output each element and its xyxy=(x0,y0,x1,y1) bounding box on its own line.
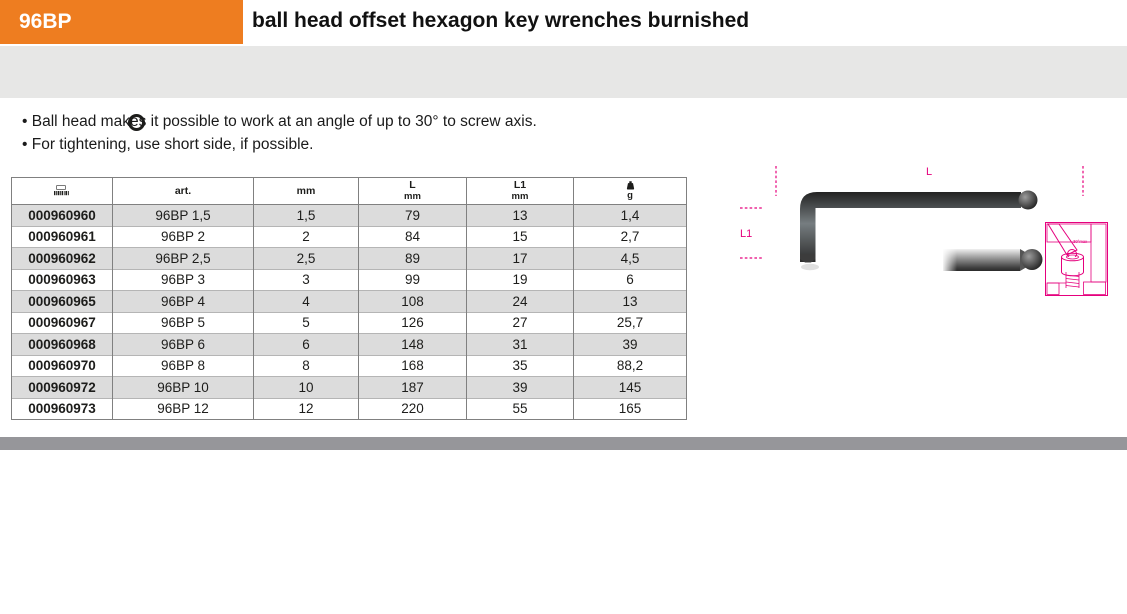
column-header-weight xyxy=(574,178,687,205)
cell-size_mm: 2 xyxy=(254,226,359,248)
inset-screw-thread xyxy=(1066,272,1079,288)
column-header-barcode xyxy=(12,178,113,205)
feature-item: • Ball head makes it possible to work at an angle of up to 30° to screw axis. xyxy=(22,113,537,130)
cell-l1_mm: 17 xyxy=(467,248,574,270)
dimension-l1 xyxy=(740,208,763,258)
cell-code: 000960961 xyxy=(12,226,113,248)
cell-art: 96BP 12 xyxy=(113,398,254,420)
dimension-l-label: L xyxy=(925,166,933,178)
cell-weight_g: 13 xyxy=(574,291,687,313)
angle-note-label: 30°max xyxy=(1073,239,1088,244)
column-header-art xyxy=(113,178,254,205)
cell-l1_mm: 39 xyxy=(467,377,574,399)
column-label: mm xyxy=(296,184,316,197)
angle-application-inset xyxy=(1046,223,1108,296)
table-row xyxy=(12,205,687,227)
cell-l_mm: 126 xyxy=(359,312,467,334)
cell-l1_mm: 15 xyxy=(467,226,574,248)
bottom-divider-bar xyxy=(0,437,1127,450)
cell-code: 000960960 xyxy=(12,205,113,227)
cell-l_mm: 79 xyxy=(359,205,467,227)
feature-list xyxy=(22,110,537,156)
cell-weight_g: 88,2 xyxy=(574,355,687,377)
cell-size_mm: 2,5 xyxy=(254,248,359,270)
cell-weight_g: 1,4 xyxy=(574,205,687,227)
table-row xyxy=(12,291,687,313)
cell-l_mm: 187 xyxy=(359,377,467,399)
cell-size_mm: 12 xyxy=(254,398,359,420)
cell-art: 96BP 10 xyxy=(113,377,254,399)
weight-icon xyxy=(626,181,635,190)
cell-l_mm: 108 xyxy=(359,291,467,313)
cell-code: 000960965 xyxy=(12,291,113,313)
cell-code: 000960970 xyxy=(12,355,113,377)
cell-code: 000960967 xyxy=(12,312,113,334)
cell-l1_mm: 55 xyxy=(467,398,574,420)
barcode-icon xyxy=(53,185,71,197)
table-row xyxy=(12,377,687,399)
cell-size_mm: 3 xyxy=(254,269,359,291)
table-row xyxy=(12,312,687,334)
header-band xyxy=(0,46,1127,98)
cell-art: 96BP 2 xyxy=(113,226,254,248)
cell-art: 96BP 3 xyxy=(113,269,254,291)
cell-l_mm: 168 xyxy=(359,355,467,377)
cell-art: 96BP 5 xyxy=(113,312,254,334)
cell-weight_g: 6 xyxy=(574,269,687,291)
column-header-l xyxy=(359,178,467,205)
cell-weight_g: 25,7 xyxy=(574,312,687,334)
cell-code: 000960962 xyxy=(12,248,113,270)
technical-drawing xyxy=(715,148,1125,313)
page-title: ball head offset hexagon key wrenches burnished xyxy=(252,9,750,32)
spec-table-body xyxy=(12,205,687,420)
cell-l1_mm: 19 xyxy=(467,269,574,291)
cell-size_mm: 8 xyxy=(254,355,359,377)
cell-art: 96BP 1,5 xyxy=(113,205,254,227)
cell-l_mm: 220 xyxy=(359,398,467,420)
cell-code: 000960968 xyxy=(12,334,113,356)
table-row xyxy=(12,269,687,291)
ball-end-closeup-photo xyxy=(942,247,1043,273)
cell-l_mm: 99 xyxy=(359,269,467,291)
cell-code: 000960963 xyxy=(12,269,113,291)
column-unit: g xyxy=(627,190,633,201)
table-row xyxy=(12,355,687,377)
cell-l_mm: 84 xyxy=(359,226,467,248)
table-header-row xyxy=(12,178,687,205)
table-row xyxy=(12,334,687,356)
feature-item: • For tightening, use short side, if possible. xyxy=(22,136,314,153)
cell-size_mm: 10 xyxy=(254,377,359,399)
spec-table xyxy=(11,177,687,420)
cell-size_mm: 4 xyxy=(254,291,359,313)
column-label: L1 xyxy=(513,179,527,191)
column-header-size xyxy=(254,178,359,205)
cell-art: 96BP 6 xyxy=(113,334,254,356)
table-row xyxy=(12,226,687,248)
column-label: art. xyxy=(174,184,192,197)
cell-weight_g: 165 xyxy=(574,398,687,420)
cell-l_mm: 89 xyxy=(359,248,467,270)
table-row xyxy=(12,398,687,420)
dimension-l xyxy=(776,166,1083,196)
cell-weight_g: 4,5 xyxy=(574,248,687,270)
cell-l_mm: 148 xyxy=(359,334,467,356)
cell-size_mm: 1,5 xyxy=(254,205,359,227)
cell-l1_mm: 13 xyxy=(467,205,574,227)
cell-l1_mm: 24 xyxy=(467,291,574,313)
table-row xyxy=(12,248,687,270)
cell-art: 96BP 2,5 xyxy=(113,248,254,270)
column-unit: mm xyxy=(404,191,421,202)
cell-art: 96BP 8 xyxy=(113,355,254,377)
cell-size_mm: 5 xyxy=(254,312,359,334)
cell-size_mm: 6 xyxy=(254,334,359,356)
column-header-l1 xyxy=(467,178,574,205)
cell-l1_mm: 27 xyxy=(467,312,574,334)
column-label: L xyxy=(409,179,416,191)
cell-code: 000960973 xyxy=(12,398,113,420)
ball-end xyxy=(1019,191,1038,210)
cell-code: 000960972 xyxy=(12,377,113,399)
cell-art: 96BP 4 xyxy=(113,291,254,313)
cell-weight_g: 2,7 xyxy=(574,226,687,248)
column-unit: mm xyxy=(511,191,529,202)
cell-l1_mm: 35 xyxy=(467,355,574,377)
cell-weight_g: 39 xyxy=(574,334,687,356)
dimension-l1-label: L1 xyxy=(740,228,753,240)
product-code-block: 96BP xyxy=(0,0,243,44)
cell-l1_mm: 31 xyxy=(467,334,574,356)
cell-weight_g: 145 xyxy=(574,377,687,399)
